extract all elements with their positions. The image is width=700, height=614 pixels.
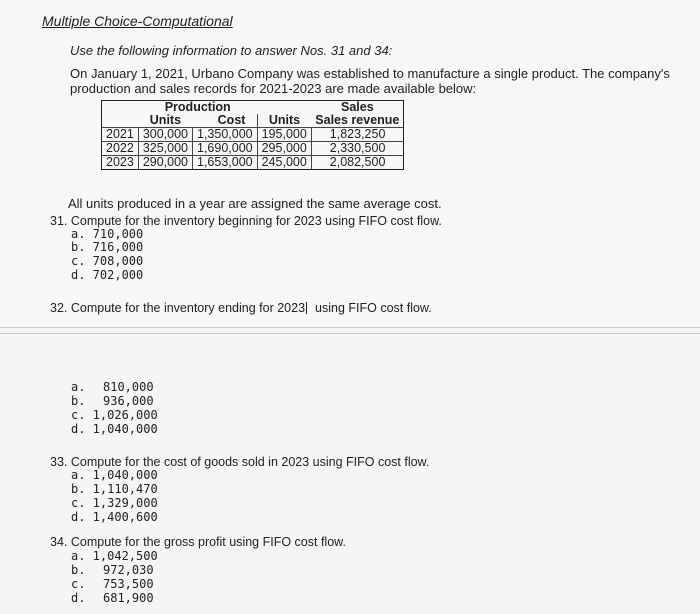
q32-option-b-value[interactable]: 936,000 bbox=[103, 394, 154, 408]
row-revenue: 2,082,500 bbox=[311, 156, 404, 170]
q33-option-b[interactable]: b. 1,110,470 bbox=[71, 482, 158, 496]
question-34: 34. Compute for the gross profit using FIFO cost flow. bbox=[50, 535, 346, 549]
row-year: 2023 bbox=[102, 156, 139, 170]
q32-option-b-letter[interactable]: b. bbox=[71, 394, 86, 408]
row-year: 2021 bbox=[102, 128, 139, 142]
table-row bbox=[102, 128, 404, 142]
intro-line-3: production and sales records for 2021-2023 are made available below: bbox=[70, 81, 477, 96]
row-units: 300,000 bbox=[138, 128, 192, 142]
q34-option-a[interactable]: a. 1,042,500 bbox=[71, 549, 158, 563]
row-sales-units: 245,000 bbox=[257, 156, 311, 170]
intro-line-2: On January 1, 2021, Urbano Company was established to manufacture a single product. The company's bbox=[70, 66, 670, 81]
question-32 bbox=[50, 300, 432, 315]
header-prod-cost: Cost bbox=[217, 113, 246, 127]
q32-option-a-value[interactable]: 810,000 bbox=[103, 380, 154, 394]
q32-option-a-letter[interactable]: a. bbox=[71, 380, 86, 394]
production-sales-table bbox=[101, 100, 404, 170]
header-sales-units: Units bbox=[257, 114, 311, 128]
q31-option-a[interactable]: a. 710,000 bbox=[71, 227, 144, 241]
q31-option-b[interactable]: b. 716,000 bbox=[71, 240, 144, 254]
text-cursor-icon bbox=[306, 302, 314, 314]
row-cost: 1,350,000 bbox=[193, 128, 258, 142]
row-revenue: 1,823,250 bbox=[311, 128, 404, 142]
table-row bbox=[102, 156, 404, 170]
header-sales: Sales bbox=[311, 101, 404, 115]
row-cost: 1,690,000 bbox=[193, 142, 258, 156]
question-32-text-end: using FIFO cost flow. bbox=[315, 301, 432, 315]
q32-option-c[interactable]: c. 1,026,000 bbox=[71, 408, 158, 422]
header-production: Production bbox=[138, 101, 257, 115]
q32-option-d[interactable]: d. 1,040,000 bbox=[71, 422, 158, 436]
row-units: 290,000 bbox=[138, 156, 192, 170]
q34-option-d-value[interactable]: 681,900 bbox=[103, 591, 154, 605]
q34-option-d-letter[interactable]: d. bbox=[71, 591, 86, 605]
q34-option-c-value[interactable]: 753,500 bbox=[103, 577, 154, 591]
row-year: 2022 bbox=[102, 142, 139, 156]
q34-option-c-letter[interactable]: c. bbox=[71, 577, 86, 591]
header-sales-revenue: Sales revenue bbox=[311, 114, 404, 128]
q34-option-b-letter[interactable]: b. bbox=[71, 563, 86, 577]
question-31: 31. Compute for the inventory beginning for 2023 using FIFO cost flow. bbox=[50, 214, 442, 228]
q31-option-c[interactable]: c. 708,000 bbox=[71, 254, 144, 268]
page-heading: Multiple Choice-Computational bbox=[42, 13, 233, 29]
row-sales-units: 295,000 bbox=[257, 142, 311, 156]
header-prod-units: Units bbox=[149, 113, 182, 127]
row-revenue: 2,330,500 bbox=[311, 142, 404, 156]
row-sales-units: 195,000 bbox=[257, 128, 311, 142]
row-units: 325,000 bbox=[138, 142, 192, 156]
q33-option-c[interactable]: c. 1,329,000 bbox=[71, 496, 158, 510]
table-row bbox=[102, 142, 404, 156]
row-cost: 1,653,000 bbox=[193, 156, 258, 170]
cost-note: All units produced in a year are assigned the same average cost. bbox=[68, 196, 442, 211]
question-33: 33. Compute for the cost of goods sold in 2023 using FIFO cost flow. bbox=[50, 455, 430, 469]
q31-option-d[interactable]: d. 702,000 bbox=[71, 268, 144, 282]
q33-option-d[interactable]: d. 1,400,600 bbox=[71, 510, 158, 524]
question-32-text-start: 32. Compute for the inventory ending for 2023 bbox=[50, 301, 306, 315]
intro-instruction: Use the following information to answer Nos. 31 and 34: bbox=[70, 43, 393, 58]
q33-option-a[interactable]: a. 1,040,000 bbox=[71, 468, 158, 482]
q34-option-b-value[interactable]: 972,030 bbox=[103, 563, 154, 577]
